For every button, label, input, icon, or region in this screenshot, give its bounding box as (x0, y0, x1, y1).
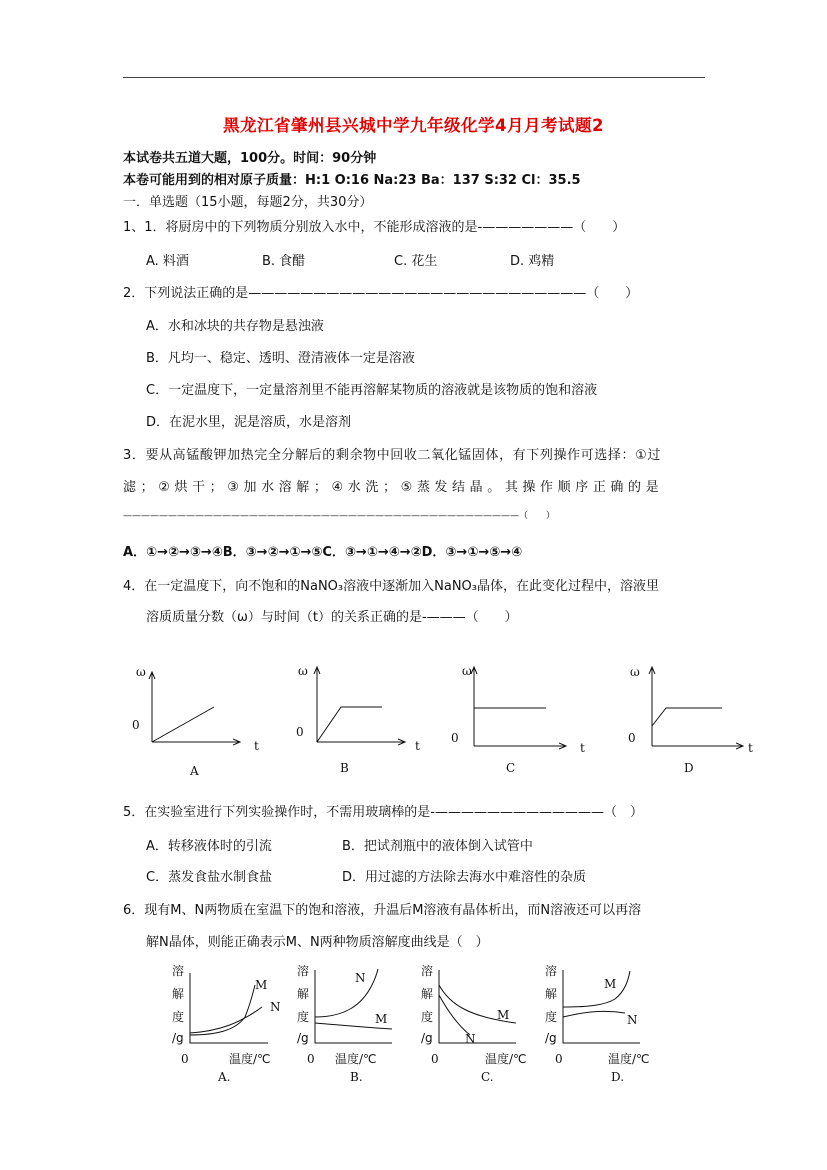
q6-b-curve-n (315, 969, 378, 1017)
q6-d-y-2: 解 (545, 987, 558, 1001)
q2-option-d: D．在泥水里，泥是溶质，水是溶剂 (146, 415, 352, 430)
q4-d-origin: 0 (628, 731, 636, 745)
q4-graphs (0, 650, 827, 785)
q6-a-label-n: N (270, 1000, 281, 1014)
q6-c-curve-n (439, 995, 470, 1035)
q6-d-x-axis: 温度/℃ (608, 1052, 650, 1066)
q4-b-label: B (340, 761, 349, 775)
q6-a-curve-n (190, 1007, 262, 1033)
q6-a-y-2: 解 (172, 987, 185, 1001)
q6-graphs (0, 955, 827, 1090)
q6-b-y-3: 度 (297, 1010, 310, 1024)
q4-d-curve (652, 708, 722, 726)
q4-graph-d (628, 665, 753, 775)
atomic-masses: 本卷可能用到的相对原子质量：H:1 O:16 Na:23 Ba：137 S:32 Cl：35.5 (123, 173, 581, 188)
q6-a-y-4: /g (172, 1031, 184, 1045)
q6-d-curve-m (563, 971, 630, 1007)
q4-d-y-axis: ω (630, 665, 640, 679)
q2-stem: 2．下列说法正确的是——————————————————————————（ ） (123, 286, 639, 301)
q6-line-2: 解N晶体，则能正确表示M、N两种物质溶解度曲线是（ ） (146, 935, 489, 950)
q5-option-a: A．转移液体时的引流 (146, 839, 272, 854)
q4-c-x-axis: t (580, 741, 585, 755)
q4-a-label: A (190, 764, 199, 778)
q6-c-y-2: 解 (421, 987, 434, 1001)
q6-b-origin: 0 (307, 1052, 315, 1066)
q4-graph-a (132, 665, 259, 778)
q6-c-label-n: N (465, 1032, 476, 1046)
q6-a-origin: 0 (181, 1052, 189, 1066)
q3-line-3: ————————————————————————————————————————————（ ） (123, 511, 556, 521)
q4-line-1: 4．在一定温度下，向不饱和的NaNO₃溶液中逐渐加入NaNO₃晶体，在此变化过程中，溶液里 (123, 579, 659, 594)
q6-d-origin: 0 (555, 1052, 563, 1066)
q6-a-y-1: 溶 (172, 964, 185, 978)
q4-a-x-axis: t (254, 739, 259, 753)
q6-graph-b (297, 963, 392, 1084)
q6-graph-c (421, 963, 527, 1084)
q6-c-label-m: M (497, 1008, 510, 1022)
q4-c-origin: 0 (451, 731, 459, 745)
q2-option-a: A．水和冰块的共存物是悬浊液 (146, 319, 324, 334)
q1-stem: 1、1．将厨房中的下列物质分别放入水中，不能形成溶液的是-———————（ ） (123, 220, 626, 235)
q3-answers: A．①→②→③→④B．③→②→①→⑤C．③→①→④→②D．③→①→⑤→④ (123, 545, 523, 560)
q6-a-label-m: M (255, 978, 268, 992)
q6-c-y-4: /g (421, 1031, 433, 1045)
q4-c-label: C (506, 761, 516, 775)
q6-d-label-m: M (604, 977, 617, 991)
q3-line-2: 滤；②烘干；③加水溶解；④水洗；⑤蒸发结晶。其操作顺序正确的是 (123, 480, 664, 495)
q5-option-b: B．把试剂瓶中的液体倒入试管中 (342, 839, 533, 854)
q6-d-y-3: 度 (545, 1010, 558, 1024)
q6-d-label-n: N (627, 1013, 638, 1027)
q6-c-x-axis: 温度/℃ (485, 1052, 527, 1066)
q5-option-d: D．用过滤的方法除去海水中难溶性的杂质 (342, 870, 587, 885)
q5-stem: 5．在实验室进行下列实验操作时，不需用玻璃棒的是-—————————————（ ） (123, 805, 643, 820)
q6-graph-a (172, 963, 281, 1084)
q6-a-label: A. (218, 1070, 231, 1084)
q6-b-y-1: 溶 (297, 964, 310, 978)
q6-c-y-1: 溶 (421, 964, 434, 978)
q6-d-label: D. (611, 1070, 625, 1084)
q1-option-c: C. 花生 (394, 254, 438, 269)
exam-info: 本试卷共五道大题，100分。时间：90分钟 (123, 151, 377, 166)
q4-b-y-axis: ω (298, 664, 308, 678)
section-heading: 一．单选题（15小题，每题2分，共30分） (123, 195, 373, 210)
q4-graph-b (296, 664, 420, 775)
q6-c-label: C. (481, 1070, 494, 1084)
q3-line-1: 3．要从高锰酸钾加热完全分解后的剩余物中回收二氧化锰固体，有下列操作可选择：①过 (123, 448, 661, 463)
q6-b-y-2: 解 (297, 987, 310, 1001)
q4-b-origin: 0 (296, 725, 304, 739)
q5-option-c: C．蒸发食盐水制食盐 (146, 870, 273, 885)
q4-b-x-axis: t (415, 739, 420, 753)
q6-b-label: B. (350, 1070, 363, 1084)
q2-option-b: B．凡均一、稳定、透明、澄清液体一定是溶液 (146, 351, 415, 366)
q6-c-y-3: 度 (421, 1010, 434, 1024)
q6-b-x-axis: 温度/℃ (335, 1052, 377, 1066)
q1-option-b: B. 食醋 (262, 254, 306, 269)
q6-b-label-n: N (355, 971, 366, 985)
q6-b-label-m: M (375, 1012, 388, 1026)
top-rule (123, 77, 705, 78)
q4-a-origin: 0 (132, 718, 140, 732)
q6-d-y-4: /g (545, 1031, 557, 1045)
q6-c-origin: 0 (431, 1052, 439, 1066)
q4-c-y-axis: ω (462, 664, 472, 678)
q2-option-c: C．一定温度下，一定量溶剂里不能再溶解某物质的溶液就是该物质的饱和溶液 (146, 383, 598, 398)
q4-d-label: D (684, 761, 694, 775)
q4-a-curve (152, 707, 214, 742)
q6-b-y-4: /g (297, 1031, 309, 1045)
q6-a-x-axis: 温度/℃ (229, 1052, 271, 1066)
q1-option-a: A. 料酒 (146, 254, 189, 269)
q6-d-curve-n (563, 1011, 625, 1017)
q6-d-y-1: 溶 (545, 964, 558, 978)
q4-b-curve (317, 707, 382, 742)
q1-option-d: D. 鸡精 (510, 254, 555, 269)
q6-graph-d (545, 963, 650, 1084)
q4-d-x-axis: t (748, 741, 753, 755)
q6-line-1: 6．现有M、N两物质在室温下的饱和溶液，升温后M溶液有晶体析出，而N溶液还可以再溶 (123, 903, 642, 918)
q6-a-y-3: 度 (172, 1010, 185, 1024)
page-title: 黑龙江省肇州县兴城中学九年级化学4月月考试题2 (223, 116, 604, 135)
q4-graph-c (451, 664, 585, 775)
q4-line-2: 溶质质量分数（ω）与时间（t）的关系正确的是-———（ ） (146, 610, 518, 625)
q4-a-y-axis: ω (136, 665, 146, 679)
